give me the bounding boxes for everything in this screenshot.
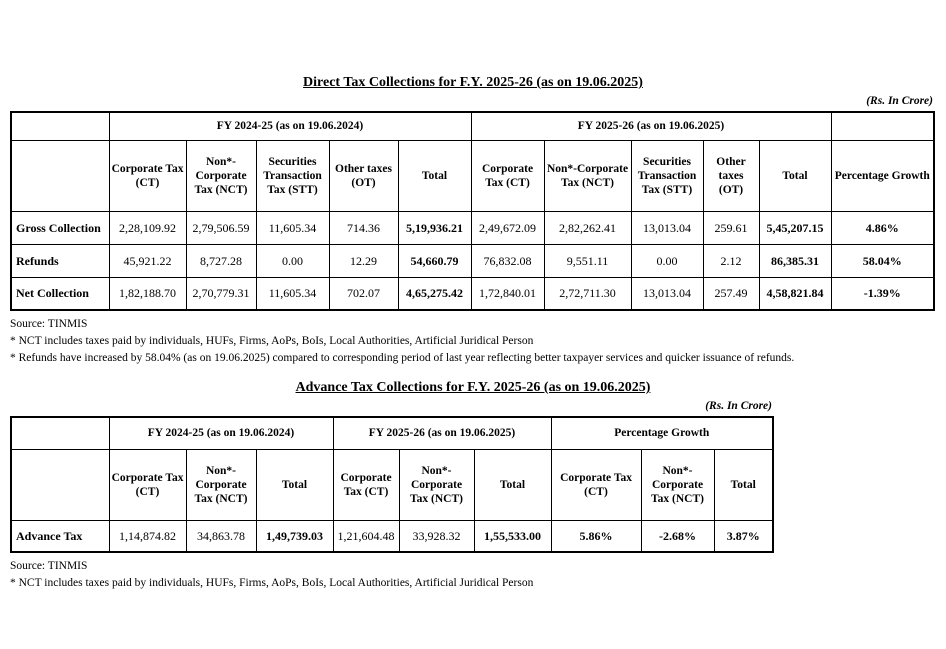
data-cell: 1,82,188.70 bbox=[109, 277, 186, 310]
data-cell: 11,605.34 bbox=[256, 277, 329, 310]
data-cell: 13,013.04 bbox=[631, 277, 703, 310]
corner-cell bbox=[11, 140, 109, 211]
data-cell-growth: 5.86% bbox=[551, 520, 641, 552]
data-cell: 0.00 bbox=[256, 244, 329, 277]
source-note: Source: TINMIS bbox=[10, 560, 88, 572]
data-cell: 13,013.04 bbox=[631, 211, 703, 244]
column-header-total: Total bbox=[398, 140, 471, 211]
data-cell-growth: -1.39% bbox=[831, 277, 934, 310]
data-cell: 2,28,109.92 bbox=[109, 211, 186, 244]
data-cell-growth: 3.87% bbox=[714, 520, 773, 552]
data-cell: 2.12 bbox=[703, 244, 759, 277]
column-header-stt: Securities Transaction Tax (STT) bbox=[631, 140, 703, 211]
sub-header-row bbox=[11, 140, 934, 211]
column-header-ct: Corporate Tax (CT) bbox=[551, 449, 641, 520]
growth-corner-cell bbox=[831, 112, 934, 140]
data-cell: 714.36 bbox=[329, 211, 398, 244]
column-header-ct: Corporate Tax (CT) bbox=[109, 449, 186, 520]
column-header-ct: Corporate Tax (CT) bbox=[109, 140, 186, 211]
data-cell: 76,832.08 bbox=[471, 244, 544, 277]
column-header-total: Total bbox=[474, 449, 551, 520]
column-header-total: Total bbox=[759, 140, 831, 211]
data-cell-total: 5,19,936.21 bbox=[398, 211, 471, 244]
fy-group-row bbox=[11, 112, 934, 140]
fy2024-group-header: FY 2024-25 (as on 19.06.2024) bbox=[109, 417, 333, 449]
footnote-refunds: * Refunds have increased by 58.04% (as on 19.06.2025) compared to corresponding period of last year reflecting better taxpayer services and quicker issuance of refunds. bbox=[10, 352, 795, 364]
data-cell: 702.07 bbox=[329, 277, 398, 310]
data-cell: 2,82,262.41 bbox=[544, 211, 631, 244]
column-header-nct: Non*-Corporate Tax (NCT) bbox=[399, 449, 474, 520]
fy2024-group-header: FY 2024-25 (as on 19.06.2024) bbox=[109, 112, 471, 140]
data-cell: 12.29 bbox=[329, 244, 398, 277]
data-cell: 9,551.11 bbox=[544, 244, 631, 277]
column-header-ct: Corporate Tax (CT) bbox=[333, 449, 399, 520]
table-row-advance-tax bbox=[11, 520, 773, 552]
data-cell: 2,70,779.31 bbox=[186, 277, 256, 310]
unit-note: (Rs. In Crore) bbox=[705, 400, 772, 412]
column-header-ct: Corporate Tax (CT) bbox=[471, 140, 544, 211]
table-row-gross-collection bbox=[11, 211, 934, 244]
table2-footnotes bbox=[10, 558, 946, 592]
fy-group-row bbox=[11, 417, 773, 449]
column-header-total: Total bbox=[256, 449, 333, 520]
corner-cell bbox=[11, 112, 109, 140]
data-cell-total: 54,660.79 bbox=[398, 244, 471, 277]
advance-tax-title: Advance Tax Collections for F.Y. 2025-26 (as on 19.06.2025) bbox=[295, 380, 651, 395]
data-cell-total: 5,45,207.15 bbox=[759, 211, 831, 244]
row-label: Gross Collection bbox=[11, 211, 109, 244]
data-cell: 259.61 bbox=[703, 211, 759, 244]
data-cell: 45,921.22 bbox=[109, 244, 186, 277]
unit-note: (Rs. In Crore) bbox=[866, 95, 933, 107]
data-cell: 1,14,874.82 bbox=[109, 520, 186, 552]
table-row-refunds bbox=[11, 244, 934, 277]
column-header-growth: Percentage Growth bbox=[831, 140, 934, 211]
fy2025-group-header: FY 2025-26 (as on 19.06.2025) bbox=[333, 417, 551, 449]
column-header-ot: Other taxes (OT) bbox=[329, 140, 398, 211]
column-header-ot: Other taxes (OT) bbox=[703, 140, 759, 211]
source-note: Source: TINMIS bbox=[10, 318, 88, 330]
table1-footnotes bbox=[10, 316, 946, 367]
fy2025-group-header: FY 2025-26 (as on 19.06.2025) bbox=[471, 112, 831, 140]
data-cell: 11,605.34 bbox=[256, 211, 329, 244]
data-cell-growth: 58.04% bbox=[831, 244, 934, 277]
corner-cell bbox=[11, 449, 109, 520]
data-cell-growth: -2.68% bbox=[641, 520, 714, 552]
row-label: Advance Tax bbox=[11, 520, 109, 552]
row-label: Refunds bbox=[11, 244, 109, 277]
data-cell-total: 4,65,275.42 bbox=[398, 277, 471, 310]
data-cell: 257.49 bbox=[703, 277, 759, 310]
data-cell: 1,72,840.01 bbox=[471, 277, 544, 310]
data-cell-total: 86,385.31 bbox=[759, 244, 831, 277]
data-cell-growth: 4.86% bbox=[831, 211, 934, 244]
direct-tax-table bbox=[10, 111, 935, 311]
data-cell: 1,21,604.48 bbox=[333, 520, 399, 552]
row-label: Net Collection bbox=[11, 277, 109, 310]
data-cell: 33,928.32 bbox=[399, 520, 474, 552]
corner-cell bbox=[11, 417, 109, 449]
table-row-net-collection bbox=[11, 277, 934, 310]
direct-tax-title: Direct Tax Collections for F.Y. 2025-26 (as on 19.06.2025) bbox=[303, 75, 643, 90]
data-cell: 34,863.78 bbox=[186, 520, 256, 552]
column-header-nct: Non*-Corporate Tax (NCT) bbox=[186, 140, 256, 211]
advance-tax-table bbox=[10, 416, 774, 553]
footnote-nct: * NCT includes taxes paid by individuals, HUFs, Firms, AoPs, BoIs, Local Authorities, Artificial Juridical Person bbox=[10, 335, 534, 347]
data-cell: 2,72,711.30 bbox=[544, 277, 631, 310]
data-cell: 2,49,672.09 bbox=[471, 211, 544, 244]
growth-group-header: Percentage Growth bbox=[551, 417, 773, 449]
column-header-nct: Non*-Corporate Tax (NCT) bbox=[544, 140, 631, 211]
column-header-nct: Non*-Corporate Tax (NCT) bbox=[641, 449, 714, 520]
data-cell: 8,727.28 bbox=[186, 244, 256, 277]
data-cell: 0.00 bbox=[631, 244, 703, 277]
column-header-total: Total bbox=[714, 449, 773, 520]
data-cell: 2,79,506.59 bbox=[186, 211, 256, 244]
data-cell-total: 1,55,533.00 bbox=[474, 520, 551, 552]
data-cell-total: 4,58,821.84 bbox=[759, 277, 831, 310]
footnote-nct: * NCT includes taxes paid by individuals, HUFs, Firms, AoPs, BoIs, Local Authorities, Artificial Juridical Person bbox=[10, 577, 534, 589]
sub-header-row bbox=[11, 449, 773, 520]
column-header-stt: Securities Transaction Tax (STT) bbox=[256, 140, 329, 211]
column-header-nct: Non*-Corporate Tax (NCT) bbox=[186, 449, 256, 520]
data-cell-total: 1,49,739.03 bbox=[256, 520, 333, 552]
